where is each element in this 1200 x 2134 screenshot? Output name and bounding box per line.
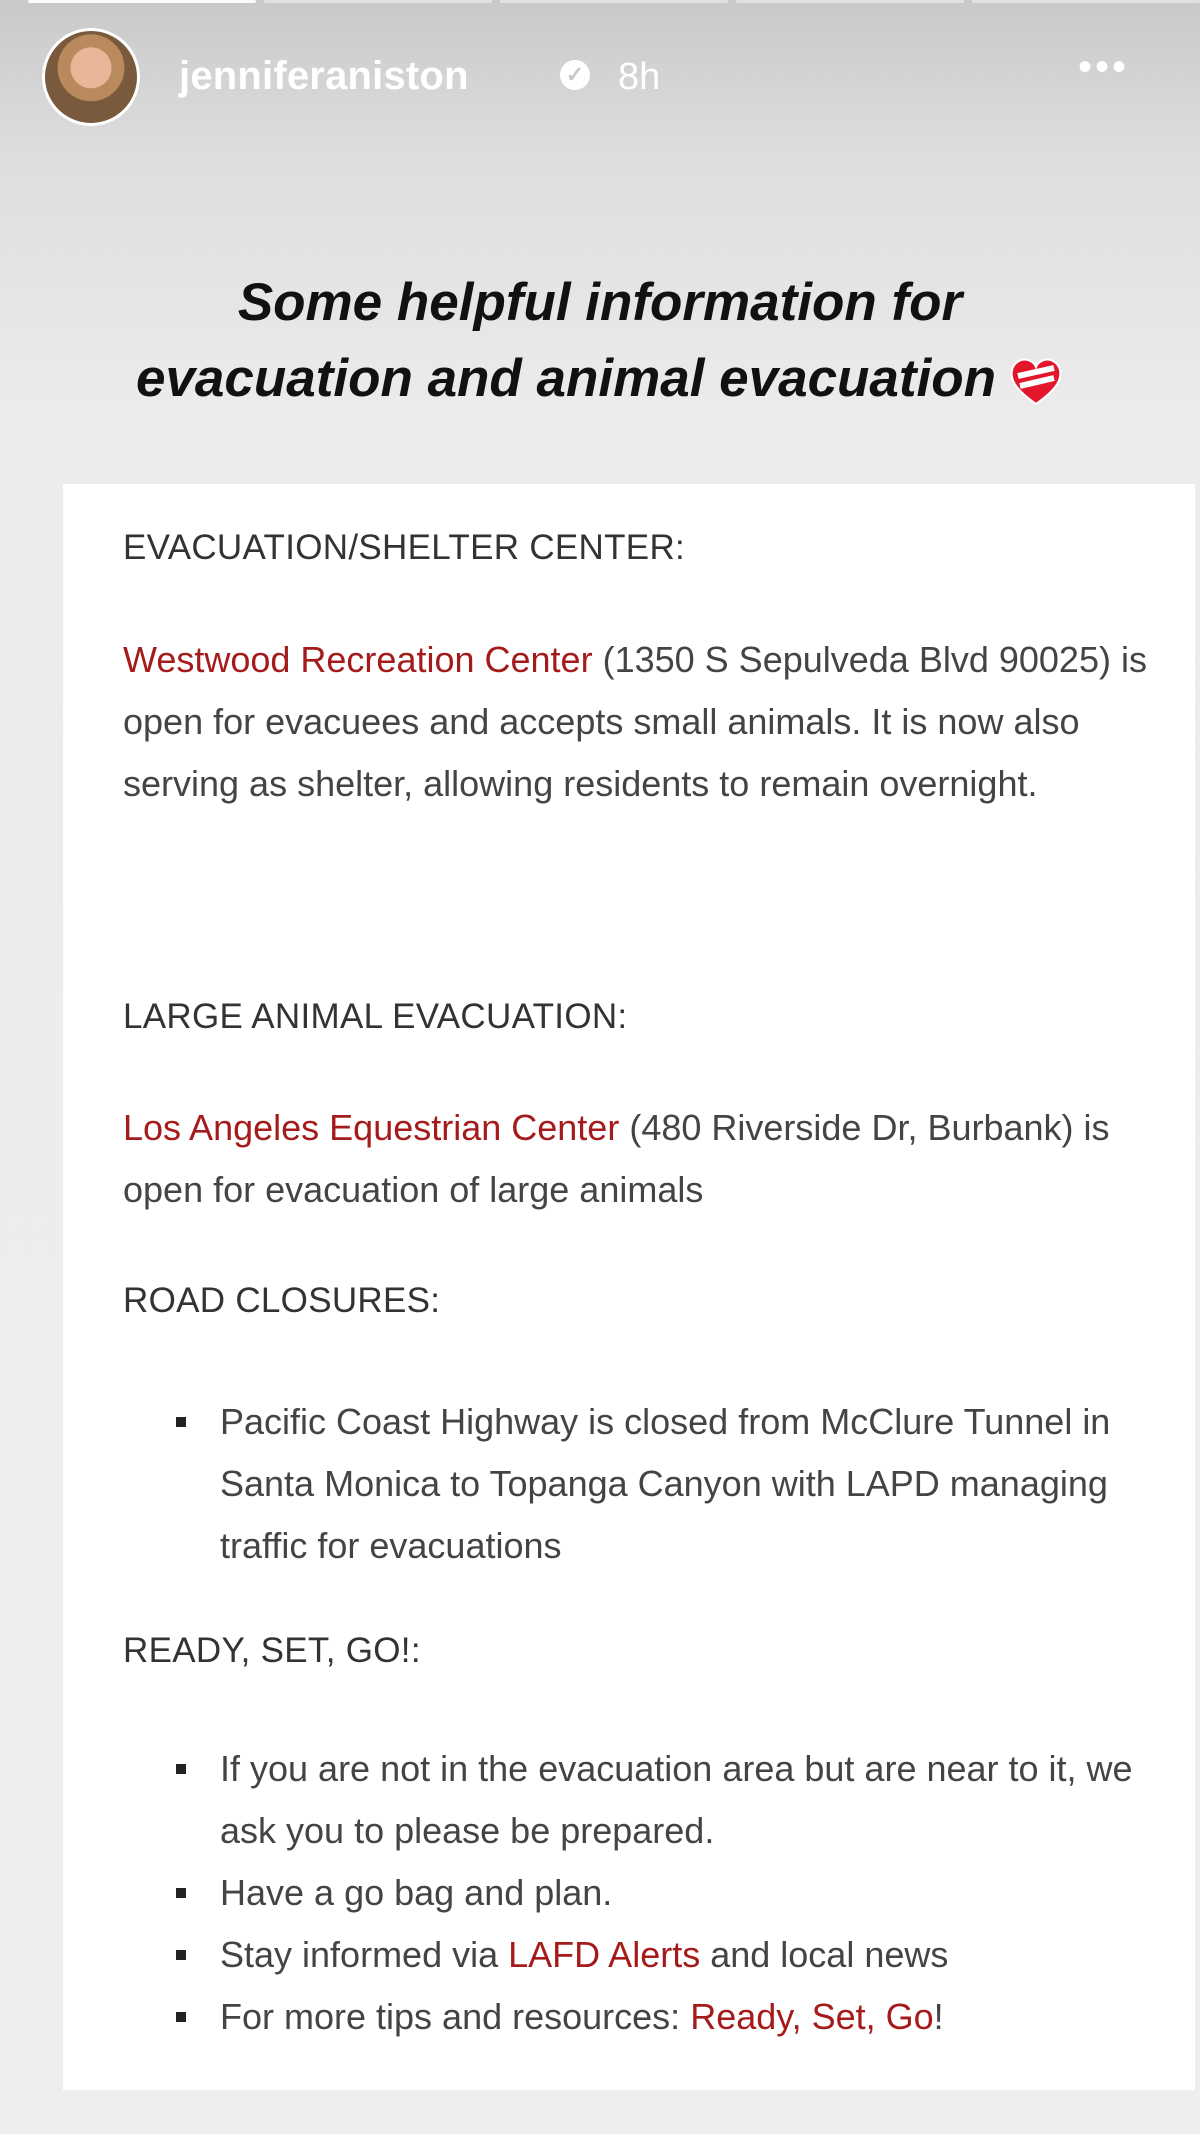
next-chevron-icon[interactable]: [1192, 50, 1200, 120]
section-heading-shelter: EVACUATION/SHELTER CENTER:: [123, 528, 686, 567]
westwood-link[interactable]: Westwood Recreation Center: [123, 639, 593, 680]
equestrian-center-link[interactable]: Los Angeles Equestrian Center: [123, 1107, 620, 1148]
list-item: If you are not in the evacuation area but are near to it, we ask you to please be prepared.: [123, 1738, 1163, 1862]
story-header: [42, 22, 1200, 132]
more-options-icon[interactable]: •••: [1078, 45, 1130, 89]
list-item: Stay informed via LAFD Alerts and local news: [123, 1924, 1163, 1986]
info-card: [63, 484, 1195, 2090]
story-title: [0, 265, 1200, 417]
title-line-1: Some helpful information for: [237, 273, 963, 332]
progress-segment: [736, 0, 964, 3]
road-closures-list: [123, 1391, 1163, 1577]
large-animal-paragraph: Los Angeles Equestrian Center (480 Riverside Dr, Burbank) is open for evacuation of large animals: [123, 1107, 1110, 1210]
title-line-2: evacuation and animal evacuation: [0, 341, 1200, 417]
section-heading-ready-set-go: READY, SET, GO!:: [123, 1631, 421, 1670]
shelter-paragraph: Westwood Recreation Center (1350 S Sepulveda Blvd 90025) is open for evacuees and accepts small animals. It is now also serving as shelter, allowing residents to remain overnight.: [123, 639, 1147, 804]
post-time: 8h: [618, 56, 661, 98]
ready-set-go-list: [123, 1738, 1163, 2048]
section-heading-road-closures: ROAD CLOSURES:: [123, 1281, 441, 1320]
mending-heart-icon: [1008, 354, 1064, 410]
progress-segment: [972, 0, 1200, 3]
list-item: Have a go bag and plan.: [123, 1862, 1163, 1924]
avatar[interactable]: [42, 28, 140, 126]
progress-segment: [264, 0, 492, 3]
ready-set-go-link[interactable]: Ready, Set, Go: [690, 1996, 934, 2037]
lafd-alerts-link[interactable]: LAFD Alerts: [508, 1934, 701, 1975]
section-heading-large-animal: LARGE ANIMAL EVACUATION:: [123, 997, 628, 1036]
story-progress: [28, 0, 1200, 4]
list-item: For more tips and resources: Ready, Set, Go!: [123, 1986, 1163, 2048]
progress-segment: [28, 0, 256, 3]
progress-segment: [500, 0, 728, 3]
list-item: Pacific Coast Highway is closed from McClure Tunnel in Santa Monica to Topanga Canyon with LAPD managing traffic for evacuations: [123, 1391, 1163, 1577]
username[interactable]: jenniferaniston: [179, 54, 469, 98]
verified-badge-icon: ✓: [560, 60, 590, 90]
